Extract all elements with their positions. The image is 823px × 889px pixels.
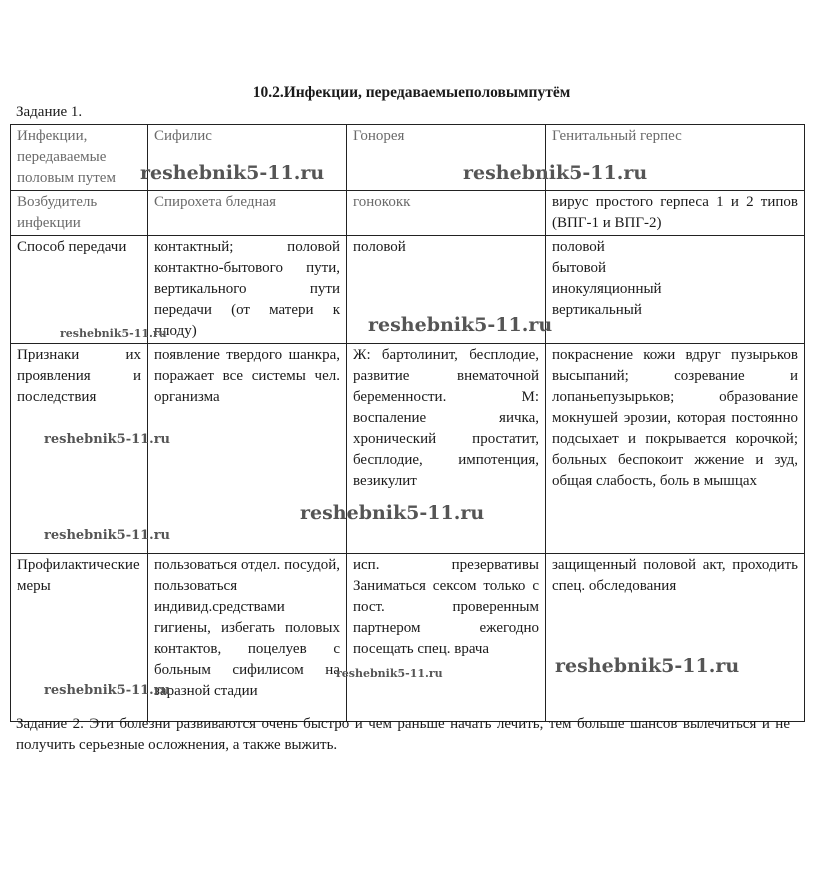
header-cell: Гонорея xyxy=(347,125,546,191)
table-cell: половой xyxy=(347,236,546,344)
table-cell: Спирохета бледная xyxy=(148,191,347,236)
table-cell: половой бытовой инокуляционный вертикальный xyxy=(546,236,805,344)
watermark: reshebnik5-11.ru xyxy=(44,528,171,543)
watermark: reshebnik5-11.ru xyxy=(44,432,171,447)
watermark: reshebnik5-11.ru xyxy=(44,683,171,698)
table-cell: вирус простого герпеса 1 и 2 типов (ВПГ-1 и ВПГ-2) xyxy=(546,191,805,236)
table-cell: защищенный половой акт, проходить спец. обследования xyxy=(546,554,805,722)
watermark: reshebnik5-11.ru xyxy=(140,162,325,184)
header-cell: Сифилис xyxy=(148,125,347,191)
table-cell: появление твердого шанкра, поражает все системы чел. организма xyxy=(148,344,347,554)
row-label: Способ передачи xyxy=(11,236,148,344)
header-cell: Генитальный герпес xyxy=(546,125,805,191)
table-cell: гонококк xyxy=(347,191,546,236)
page-title: 10.2.Инфекции, передаваемыеполовымпутём xyxy=(252,84,571,101)
watermark: reshebnik5-11.ru xyxy=(300,502,485,524)
row-label: Возбудитель инфекции xyxy=(11,191,148,236)
table-cell: контактный; половой контактно-бытового пути, вертикального пути передачи (от матери к плоду) xyxy=(148,236,347,344)
task2-text: Задание 2. Эти болезни развиваются очень быстро и чем раньше начать лечить, тем больше шансов вылечиться и не получить серьезные осложнения, а также выжить. xyxy=(16,716,790,753)
watermark: reshebnik5-11.ru xyxy=(463,162,648,184)
table-header-row xyxy=(11,125,805,191)
task1-label: Задание 1. xyxy=(16,104,83,120)
row-label: Признаки их проявления и последствия xyxy=(11,344,148,554)
table-row xyxy=(11,191,805,236)
infections-table xyxy=(10,124,805,722)
table-cell: пользоваться отдел. посудой, пользоваться индивид.средствами гигиены, избегать половых контактов, поцелуев с больным сифилисом на заразной стадии xyxy=(148,554,347,722)
watermark: reshebnik5-11.ru xyxy=(336,667,443,680)
watermark: reshebnik5-11.ru xyxy=(368,314,553,336)
header-cell: Инфекции, передаваемые половым путем xyxy=(11,125,148,191)
watermark: reshebnik5-11.ru xyxy=(555,655,740,677)
watermark: reshebnik5-11.ru xyxy=(60,327,167,340)
table-cell: исп. презервативы Заниматься сексом только с пост. проверенным партнером ежегодно посещать спец. врача xyxy=(347,554,546,722)
table-cell: Ж: бартолинит, бесплодие, развитие внематочной беременности. М: воспаление яичка, хронический простатит, бесплодие, импотенция, везикулит xyxy=(347,344,546,554)
table-cell: покраснение кожи вдруг пузырьков высыпаний; созревание и лопаньепузырьков; образование мокнушей эрозии, которая постоянно подсыхает и покрывается корочкой; больных беспокоит жжение и зуд, общая слабость, боль в мышцах xyxy=(546,344,805,554)
row-label: Профилактические меры xyxy=(11,554,148,722)
